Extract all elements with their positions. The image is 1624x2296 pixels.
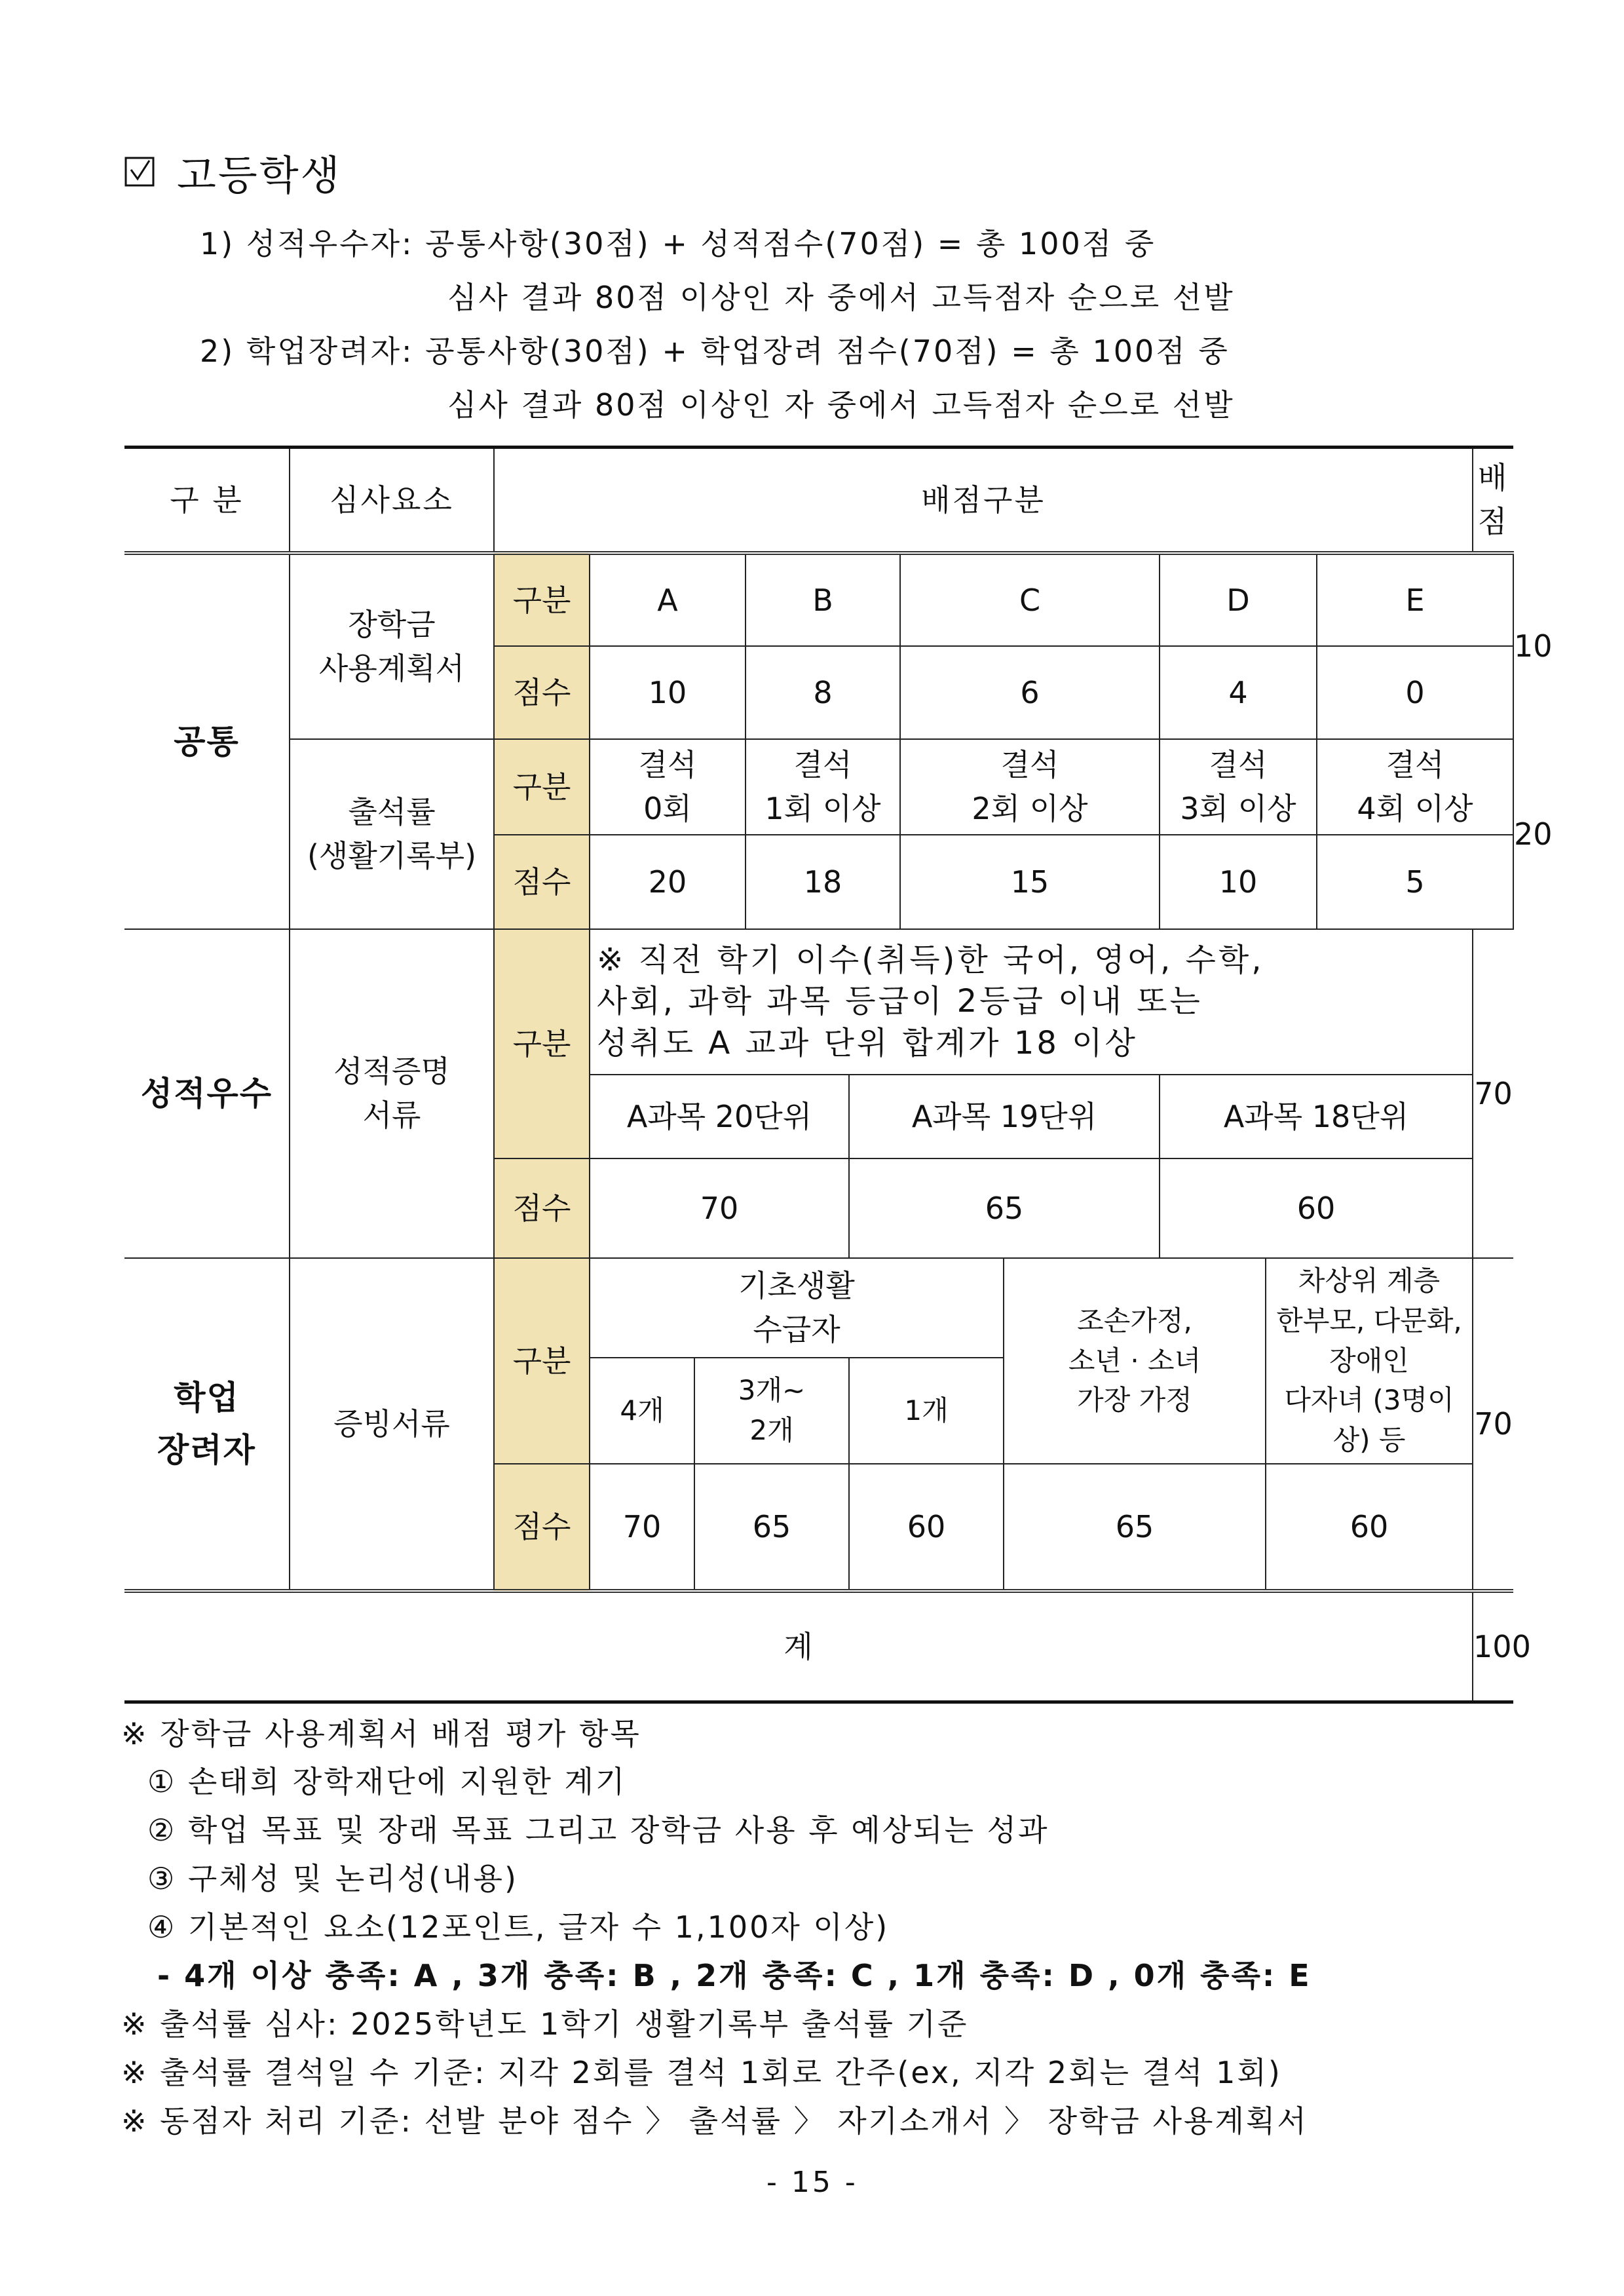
label-gubun: 구분 (494, 739, 590, 835)
basic-living-line1: 기초생활 (738, 1268, 855, 1304)
plan-grade: D (1160, 553, 1317, 646)
attendance-score: 15 (900, 835, 1160, 929)
basic-sub-line2: 2개 (749, 1414, 794, 1446)
attendance-grade-line2: 0회 (643, 791, 692, 826)
plan-score: 0 (1317, 646, 1513, 739)
near-poverty-line2: 한부모, 다문화, 장애인 (1276, 1304, 1462, 1377)
category-merit: 성적우수 (124, 929, 290, 1258)
grandparent-line2: 소년 · 소녀 (1068, 1344, 1201, 1377)
note-line: ※ 동점자 처리 기준: 선발 분야 점수 〉 출석률 〉 자기소개서 〉 장학금 사용계획서 (121, 2103, 1308, 2139)
label-score: 점수 (494, 1464, 590, 1591)
label-score: 점수 (494, 835, 590, 929)
basic-sub-line1: 1개 (904, 1394, 949, 1426)
header-points: 배 점 (1473, 448, 1513, 554)
plan-score: 10 (590, 646, 746, 739)
encourage-score: 65 (694, 1464, 849, 1591)
element-encourage: 증빙서류 (290, 1258, 494, 1591)
merit-condition-line: 사회, 과학 과목 등급이 2등급 이내 또는 (597, 983, 1203, 1020)
attendance-score: 5 (1317, 835, 1513, 929)
attendance-grade-line1: 결석 (793, 747, 852, 783)
attendance-score: 18 (746, 835, 900, 929)
section-title-line (124, 145, 342, 198)
encourage-score: 65 (1004, 1464, 1266, 1591)
basic-living-header (590, 1258, 1004, 1358)
total-points: 100 (1473, 1591, 1513, 1702)
category-encourage (124, 1258, 290, 1591)
element-attendance-line1: 출석률 (348, 794, 436, 830)
basic-sub-line1: 4개 (620, 1394, 664, 1426)
attendance-grade-line1: 결석 (1000, 747, 1059, 783)
note-line: ※ 장학금 사용계획서 배점 평가 항목 (121, 1716, 641, 1751)
merit-score: 70 (590, 1158, 849, 1258)
plan-grade: A (590, 553, 746, 646)
header-category: 구 분 (124, 448, 290, 554)
table-row (124, 1258, 1513, 1358)
section-title: 고등학생 (177, 151, 342, 199)
label-score: 점수 (494, 1158, 590, 1258)
grandparent-line3: 가장 가정 (1077, 1384, 1192, 1417)
points-merit: 70 (1473, 929, 1513, 1258)
element-merit (290, 929, 494, 1258)
basic-living-line2: 수급자 (753, 1312, 840, 1347)
label-gubun: 구분 (494, 1258, 590, 1464)
note-line: ※ 출석률 심사: 2025학년도 1학기 생활기록부 출석률 기준 (121, 2006, 969, 2042)
element-plan-line1: 장학금 (348, 607, 436, 643)
attendance-grade (746, 739, 900, 835)
header-allocation: 배점구분 (494, 448, 1473, 554)
label-gubun: 구분 (494, 553, 590, 646)
encourage-score: 60 (849, 1464, 1004, 1591)
note-line: ④ 기본적인 요소(12포인트, 글자 수 1,100자 이상) (147, 1909, 890, 1945)
checkbox-icon (124, 157, 155, 187)
attendance-grade-line2: 2회 이상 (972, 791, 1088, 826)
plan-grade: B (746, 553, 900, 646)
label-gubun: 구분 (494, 929, 590, 1158)
merit-tier: A과목 20단위 (590, 1075, 849, 1158)
attendance-grade-line1: 결석 (638, 747, 697, 783)
criteria-line-4: 심사 결과 80점 이상인 자 중에서 고득점자 순으로 선발 (447, 387, 1235, 423)
element-plan-line2: 사용계획서 (318, 651, 465, 686)
criteria-line-2: 심사 결과 80점 이상인 자 중에서 고득점자 순으로 선발 (447, 280, 1235, 315)
element-plan (290, 553, 494, 739)
note-line: ② 학업 목표 및 장래 목표 그리고 장학금 사용 후 예상되는 성과 (147, 1812, 1049, 1848)
attendance-grade-line2: 4회 이상 (1357, 791, 1473, 826)
attendance-grade-line1: 결석 (1386, 747, 1445, 783)
attendance-grade (900, 739, 1160, 835)
basic-sub (694, 1358, 849, 1464)
category-common: 공통 (124, 553, 290, 929)
note-line: ※ 출석률 결석일 수 기준: 지각 2회를 결석 1회로 간주(ex, 지각 2회는 결석 1회) (121, 2055, 1282, 2090)
grandparent-line1: 조손가정, (1077, 1304, 1192, 1337)
basic-sub (849, 1358, 1004, 1464)
note-line: ③ 구체성 및 논리성(내용) (147, 1861, 518, 1896)
element-merit-line1: 성적증명 (333, 1054, 450, 1090)
element-attendance (290, 739, 494, 929)
element-attendance-line2: (생활기록부) (307, 838, 477, 873)
near-poverty-line1: 차상위 계층 (1298, 1264, 1441, 1297)
plan-score: 8 (746, 646, 900, 739)
encourage-score: 60 (1266, 1464, 1473, 1591)
merit-tier: A과목 19단위 (849, 1075, 1160, 1158)
near-poverty-line3: 다자녀 (3명이상) 등 (1284, 1384, 1454, 1457)
scoring-table (124, 446, 1553, 1704)
header-row (124, 448, 1513, 554)
merit-condition-line: 성취도 A 교과 단위 합계가 18 이상 (597, 1024, 1138, 1062)
basic-sub-line1: 3개~ (738, 1374, 806, 1407)
grandparent-family (1004, 1258, 1266, 1464)
attendance-grade-line2: 1회 이상 (765, 791, 881, 826)
merit-score: 65 (849, 1158, 1160, 1258)
attendance-score: 10 (1160, 835, 1317, 929)
total-row (124, 1591, 1513, 1702)
page-number: - 15 - (766, 2166, 858, 2199)
points-encourage: 70 (1473, 1258, 1513, 1591)
element-merit-line2: 서류 (362, 1098, 421, 1133)
plan-score: 4 (1160, 646, 1317, 739)
attendance-grade (1317, 739, 1513, 835)
total-label: 계 (124, 1591, 1473, 1702)
merit-condition-line: ※ 직전 학기 이수(취득)한 국어, 영어, 수학, (597, 941, 1264, 978)
criteria-line-1: 1) 성적우수자: 공통사항(30점) + 성적점수(70점) = 총 100점 중 (200, 226, 1156, 261)
label-score: 점수 (494, 646, 590, 739)
attendance-score: 20 (590, 835, 746, 929)
encourage-score: 70 (590, 1464, 694, 1591)
merit-score: 60 (1160, 1158, 1473, 1258)
table-row: 공통 장학금 사용계획서 구분 A B C D E 10 (124, 553, 1513, 646)
attendance-grade (590, 739, 746, 835)
table-row: 출석률 (생활기록부) 구분 결석 0회 결석 1회 이상 결석 2회 이상 결석 3회 이상 결석 4회 이상 20 (124, 739, 1513, 835)
plan-score: 6 (900, 646, 1160, 739)
near-poverty (1266, 1258, 1473, 1464)
attendance-grade-line1: 결석 (1209, 747, 1268, 783)
category-encourage-line2: 장려자 (157, 1431, 256, 1469)
attendance-grade (1160, 739, 1317, 835)
note-line: - 4개 이상 충족: A , 3개 충족: B , 2개 충족: C , 1개 충족: D , 0개 충족: E (157, 1958, 1312, 1993)
basic-sub (590, 1358, 694, 1464)
table-row (124, 929, 1513, 1075)
criteria-line-3: 2) 학업장려자: 공통사항(30점) + 학업장려 점수(70점) = 총 100점 중 (200, 334, 1230, 369)
note-line: ① 손태희 장학재단에 지원한 계기 (147, 1764, 627, 1799)
merit-tier: A과목 18단위 (1160, 1075, 1473, 1158)
category-encourage-line1: 학업 (174, 1379, 240, 1417)
plan-grade: C (900, 553, 1160, 646)
merit-condition (590, 929, 1473, 1075)
attendance-grade-line2: 3회 이상 (1180, 791, 1296, 826)
header-element: 심사요소 (290, 448, 494, 554)
plan-grade: E (1317, 553, 1513, 646)
